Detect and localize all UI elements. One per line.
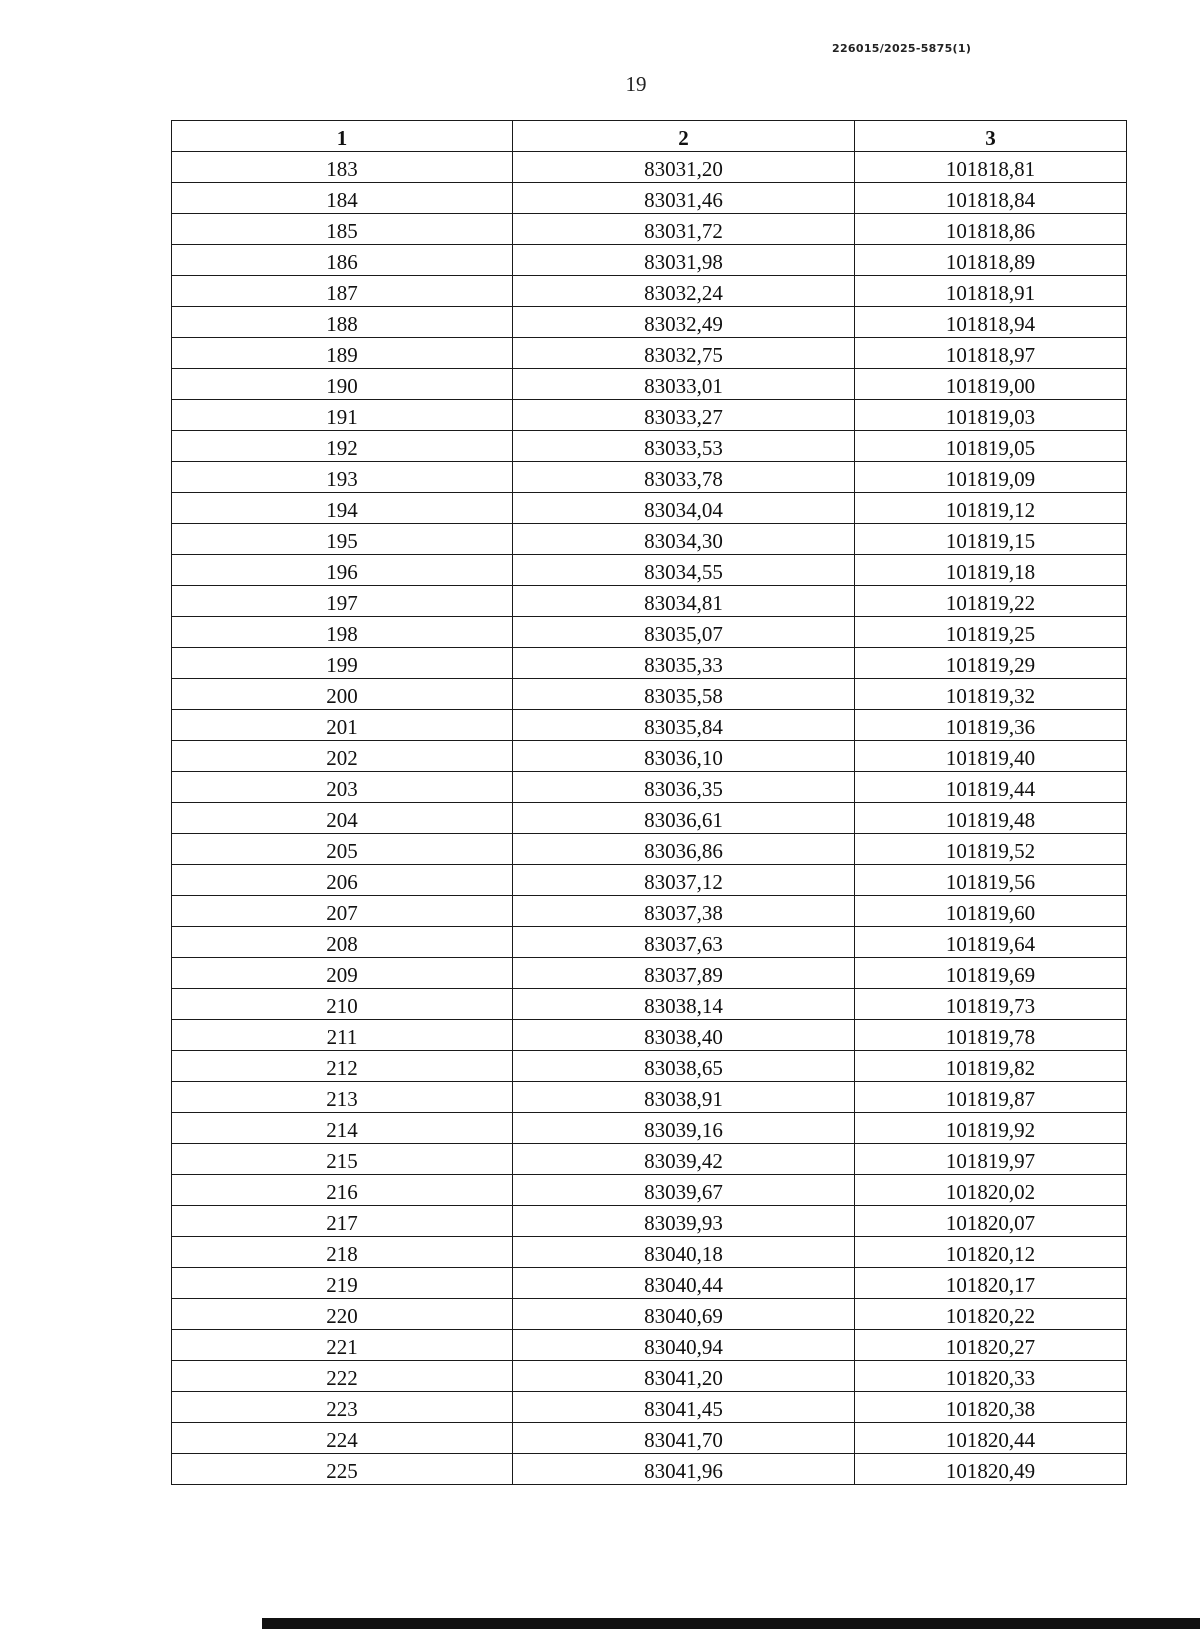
table-row [172, 431, 1127, 462]
table-cell-col-2: 83039,93 [513, 1206, 855, 1237]
table-cell-col-2: 83036,86 [513, 834, 855, 865]
table-cell-col-3: 101819,40 [855, 741, 1127, 772]
table-cell-col-2: 83039,67 [513, 1175, 855, 1206]
table-row [172, 710, 1127, 741]
table-cell-col-3: 101818,89 [855, 245, 1127, 276]
table-cell-col-2: 83036,61 [513, 803, 855, 834]
table-cell-col-2: 83040,94 [513, 1330, 855, 1361]
table-cell-col-1: 209 [172, 958, 513, 989]
table-row [172, 834, 1127, 865]
table-row [172, 1392, 1127, 1423]
table-cell-col-1: 217 [172, 1206, 513, 1237]
table-cell-col-1: 223 [172, 1392, 513, 1423]
table-cell-col-3: 101820,38 [855, 1392, 1127, 1423]
table-cell-col-1: 193 [172, 462, 513, 493]
table-cell-col-3: 101819,64 [855, 927, 1127, 958]
table-cell-col-3: 101819,92 [855, 1113, 1127, 1144]
table-cell-col-3: 101819,69 [855, 958, 1127, 989]
table-cell-col-1: 205 [172, 834, 513, 865]
table-row [172, 183, 1127, 214]
table-cell-col-3: 101819,56 [855, 865, 1127, 896]
table-cell-col-1: 184 [172, 183, 513, 214]
table-cell-col-2: 83036,10 [513, 741, 855, 772]
table-cell-col-1: 215 [172, 1144, 513, 1175]
table-cell-col-2: 83041,20 [513, 1361, 855, 1392]
table-row [172, 1330, 1127, 1361]
table-cell-col-3: 101819,03 [855, 400, 1127, 431]
table-cell-col-2: 83038,40 [513, 1020, 855, 1051]
table-cell-col-1: 196 [172, 555, 513, 586]
table-row [172, 152, 1127, 183]
table-cell-col-2: 83040,69 [513, 1299, 855, 1330]
table-cell-col-2: 83034,55 [513, 555, 855, 586]
table-row [172, 1268, 1127, 1299]
table-cell-col-3: 101819,36 [855, 710, 1127, 741]
table-row [172, 741, 1127, 772]
table-cell-col-1: 222 [172, 1361, 513, 1392]
table-cell-col-1: 185 [172, 214, 513, 245]
table-cell-col-2: 83031,72 [513, 214, 855, 245]
table-cell-col-2: 83034,81 [513, 586, 855, 617]
table-cell-col-1: 214 [172, 1113, 513, 1144]
table-cell-col-1: 224 [172, 1423, 513, 1454]
table-cell-col-1: 220 [172, 1299, 513, 1330]
table-cell-col-3: 101819,73 [855, 989, 1127, 1020]
table-cell-col-2: 83034,04 [513, 493, 855, 524]
table-cell-col-3: 101820,12 [855, 1237, 1127, 1268]
table-row [172, 958, 1127, 989]
coordinates-table-container [171, 120, 1126, 1485]
column-header-1: 1 [172, 121, 513, 152]
table-row [172, 369, 1127, 400]
scan-bottom-edge [262, 1618, 1200, 1629]
table-cell-col-3: 101820,27 [855, 1330, 1127, 1361]
table-cell-col-3: 101820,49 [855, 1454, 1127, 1485]
table-row [172, 307, 1127, 338]
table-row [172, 462, 1127, 493]
table-cell-col-2: 83036,35 [513, 772, 855, 803]
table-cell-col-3: 101819,12 [855, 493, 1127, 524]
table-cell-col-2: 83037,12 [513, 865, 855, 896]
table-row [172, 1237, 1127, 1268]
table-cell-col-3: 101820,33 [855, 1361, 1127, 1392]
table-row [172, 276, 1127, 307]
table-row [172, 896, 1127, 927]
table-cell-col-2: 83038,65 [513, 1051, 855, 1082]
table-cell-col-3: 101820,44 [855, 1423, 1127, 1454]
table-row [172, 1082, 1127, 1113]
table-cell-col-2: 83037,63 [513, 927, 855, 958]
table-cell-col-3: 101819,05 [855, 431, 1127, 462]
table-cell-col-1: 197 [172, 586, 513, 617]
table-cell-col-2: 83033,27 [513, 400, 855, 431]
table-row [172, 617, 1127, 648]
table-row [172, 1299, 1127, 1330]
table-cell-col-2: 83032,24 [513, 276, 855, 307]
table-cell-col-1: 206 [172, 865, 513, 896]
table-row [172, 586, 1127, 617]
table-cell-col-1: 194 [172, 493, 513, 524]
table-cell-col-3: 101819,48 [855, 803, 1127, 834]
table-cell-col-3: 101818,84 [855, 183, 1127, 214]
table-cell-col-2: 83040,18 [513, 1237, 855, 1268]
table-cell-col-2: 83032,49 [513, 307, 855, 338]
table-cell-col-2: 83041,96 [513, 1454, 855, 1485]
table-cell-col-3: 101819,22 [855, 586, 1127, 617]
table-cell-col-1: 200 [172, 679, 513, 710]
table-row [172, 493, 1127, 524]
table-cell-col-2: 83031,20 [513, 152, 855, 183]
table-cell-col-3: 101818,91 [855, 276, 1127, 307]
table-cell-col-1: 199 [172, 648, 513, 679]
table-cell-col-1: 195 [172, 524, 513, 555]
table-row [172, 927, 1127, 958]
table-cell-col-3: 101819,00 [855, 369, 1127, 400]
table-row [172, 1020, 1127, 1051]
table-cell-col-2: 83035,33 [513, 648, 855, 679]
table-row [172, 214, 1127, 245]
table-cell-col-2: 83033,53 [513, 431, 855, 462]
table-cell-col-1: 198 [172, 617, 513, 648]
table-cell-col-1: 188 [172, 307, 513, 338]
table-cell-col-2: 83035,84 [513, 710, 855, 741]
table-cell-col-3: 101819,29 [855, 648, 1127, 679]
table-row [172, 648, 1127, 679]
table-cell-col-3: 101819,78 [855, 1020, 1127, 1051]
table-cell-col-2: 83031,46 [513, 183, 855, 214]
table-cell-col-3: 101819,09 [855, 462, 1127, 493]
table-cell-col-1: 190 [172, 369, 513, 400]
document-id: 226015/2025-5875(1) [832, 42, 972, 55]
table-cell-col-2: 83035,07 [513, 617, 855, 648]
table-cell-col-3: 101820,07 [855, 1206, 1127, 1237]
table-cell-col-1: 218 [172, 1237, 513, 1268]
table-cell-col-3: 101818,86 [855, 214, 1127, 245]
table-cell-col-2: 83041,45 [513, 1392, 855, 1423]
table-cell-col-3: 101818,97 [855, 338, 1127, 369]
table-cell-col-2: 83041,70 [513, 1423, 855, 1454]
table-row [172, 555, 1127, 586]
table-cell-col-1: 219 [172, 1268, 513, 1299]
table-cell-col-1: 216 [172, 1175, 513, 1206]
table-cell-col-2: 83038,14 [513, 989, 855, 1020]
table-cell-col-1: 204 [172, 803, 513, 834]
table-cell-col-2: 83037,89 [513, 958, 855, 989]
table-cell-col-3: 101819,60 [855, 896, 1127, 927]
table-row [172, 989, 1127, 1020]
table-row [172, 1454, 1127, 1485]
table-cell-col-3: 101819,97 [855, 1144, 1127, 1175]
table-row [172, 245, 1127, 276]
table-row [172, 1175, 1127, 1206]
table-cell-col-3: 101819,52 [855, 834, 1127, 865]
table-cell-col-1: 211 [172, 1020, 513, 1051]
table-cell-col-3: 101818,94 [855, 307, 1127, 338]
table-row [172, 1144, 1127, 1175]
table-row [172, 1206, 1127, 1237]
table-row [172, 1423, 1127, 1454]
table-cell-col-1: 221 [172, 1330, 513, 1361]
table-row [172, 338, 1127, 369]
table-cell-col-1: 187 [172, 276, 513, 307]
table-cell-col-1: 189 [172, 338, 513, 369]
table-cell-col-3: 101820,17 [855, 1268, 1127, 1299]
table-cell-col-2: 83031,98 [513, 245, 855, 276]
table-cell-col-3: 101819,25 [855, 617, 1127, 648]
table-cell-col-1: 213 [172, 1082, 513, 1113]
table-cell-col-2: 83038,91 [513, 1082, 855, 1113]
table-cell-col-1: 186 [172, 245, 513, 276]
table-row [172, 524, 1127, 555]
table-cell-col-2: 83032,75 [513, 338, 855, 369]
table-cell-col-2: 83037,38 [513, 896, 855, 927]
table-cell-col-1: 225 [172, 1454, 513, 1485]
column-header-3: 3 [855, 121, 1127, 152]
table-cell-col-3: 101819,15 [855, 524, 1127, 555]
table-cell-col-3: 101820,22 [855, 1299, 1127, 1330]
table-cell-col-1: 202 [172, 741, 513, 772]
table-row [172, 772, 1127, 803]
table-row [172, 1113, 1127, 1144]
table-cell-col-2: 83040,44 [513, 1268, 855, 1299]
table-cell-col-2: 83033,78 [513, 462, 855, 493]
table-cell-col-3: 101818,81 [855, 152, 1127, 183]
table-cell-col-3: 101819,44 [855, 772, 1127, 803]
table-cell-col-3: 101820,02 [855, 1175, 1127, 1206]
column-header-2: 2 [513, 121, 855, 152]
table-cell-col-2: 83034,30 [513, 524, 855, 555]
table-cell-col-1: 207 [172, 896, 513, 927]
table-body [172, 152, 1127, 1485]
table-cell-col-3: 101819,18 [855, 555, 1127, 586]
table-cell-col-2: 83035,58 [513, 679, 855, 710]
page-number: 19 [625, 72, 647, 96]
table-cell-col-1: 201 [172, 710, 513, 741]
table-row [172, 803, 1127, 834]
table-cell-col-1: 183 [172, 152, 513, 183]
coordinates-table [171, 120, 1127, 1485]
table-cell-col-2: 83033,01 [513, 369, 855, 400]
table-cell-col-3: 101819,87 [855, 1082, 1127, 1113]
table-row [172, 679, 1127, 710]
table-row [172, 865, 1127, 896]
table-cell-col-1: 208 [172, 927, 513, 958]
table-cell-col-3: 101819,82 [855, 1051, 1127, 1082]
table-cell-col-3: 101819,32 [855, 679, 1127, 710]
table-cell-col-1: 210 [172, 989, 513, 1020]
table-cell-col-1: 191 [172, 400, 513, 431]
table-row [172, 400, 1127, 431]
table-row [172, 1361, 1127, 1392]
table-header-row [172, 121, 1127, 152]
table-cell-col-2: 83039,42 [513, 1144, 855, 1175]
table-cell-col-1: 212 [172, 1051, 513, 1082]
table-cell-col-2: 83039,16 [513, 1113, 855, 1144]
table-cell-col-1: 203 [172, 772, 513, 803]
table-row [172, 1051, 1127, 1082]
table-cell-col-1: 192 [172, 431, 513, 462]
